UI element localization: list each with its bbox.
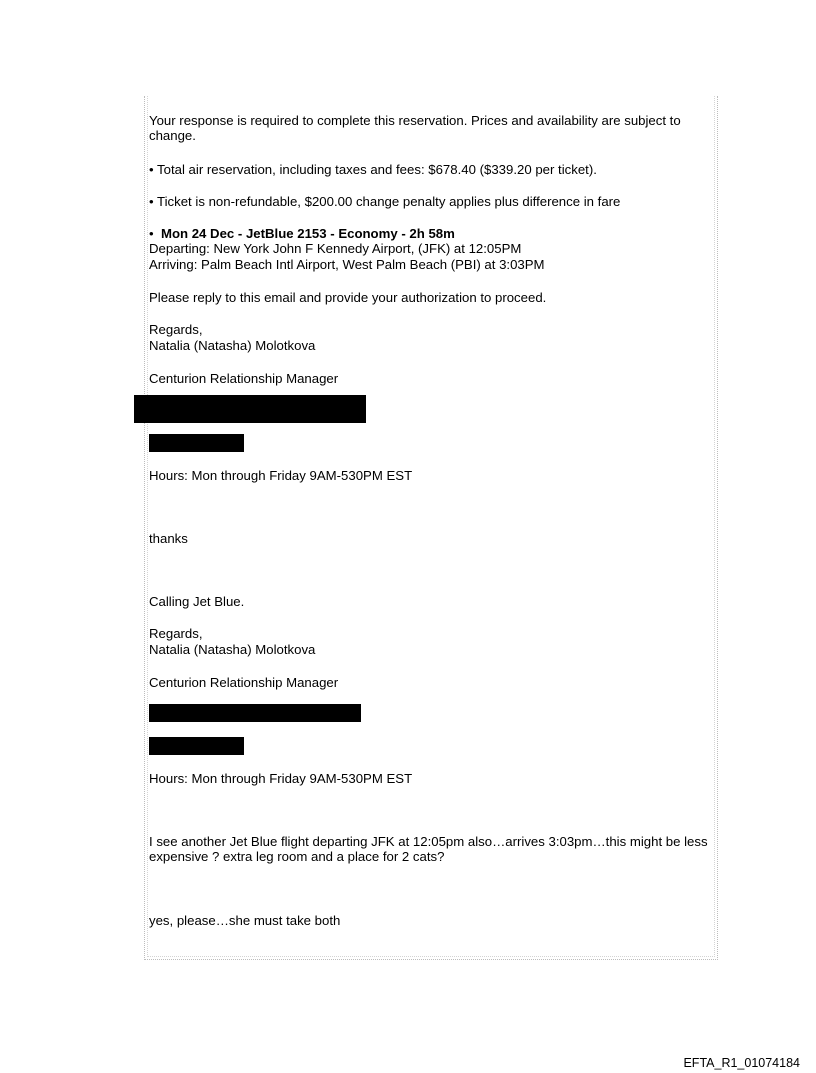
flight-bullet: • bbox=[149, 226, 154, 241]
reply-request: Please reply to this email and provide your authorization to proceed. bbox=[149, 290, 547, 305]
reply-calling: Calling Jet Blue. bbox=[149, 594, 245, 609]
departing-line: Departing: New York John F Kennedy Airport, (JFK) at 12:05PM bbox=[149, 241, 522, 256]
signature2-hours: Hours: Mon through Friday 9AM-530PM EST bbox=[149, 771, 413, 786]
flight-header: Mon 24 Dec - JetBlue 2153 - Economy - 2h 58m bbox=[160, 226, 455, 241]
redaction-block bbox=[149, 434, 244, 452]
redaction-block bbox=[134, 395, 366, 423]
signature1-regards: Regards, bbox=[149, 322, 203, 337]
reply-thanks: thanks bbox=[149, 531, 188, 546]
signature2-name: Natalia (Natasha) Molotkova bbox=[149, 642, 316, 657]
reply-yes: yes, please…she must take both bbox=[149, 913, 341, 928]
signature1-name: Natalia (Natasha) Molotkova bbox=[149, 338, 316, 353]
redaction-block bbox=[149, 704, 361, 722]
price-bullet: • Total air reservation, including taxes and fees: $678.40 ($339.20 per ticket). bbox=[149, 162, 597, 177]
signature1-title: Centurion Relationship Manager bbox=[149, 371, 339, 386]
document-id: EFTA_R1_01074184 bbox=[683, 1056, 800, 1070]
arriving-line: Arriving: Palm Beach Intl Airport, West Palm Beach (PBI) at 3:03PM bbox=[149, 257, 545, 272]
reservation-intro: Your response is required to complete this reservation. Prices and availability are subject to change. bbox=[149, 113, 681, 143]
flight-header-line bbox=[149, 226, 455, 241]
signature1-hours: Hours: Mon through Friday 9AM-530PM EST bbox=[149, 468, 413, 483]
signature2-title: Centurion Relationship Manager bbox=[149, 675, 339, 690]
reply-another-flight: I see another Jet Blue flight departing JFK at 12:05pm also…arrives 3:03pm…this might be less expensive ? extra leg room and a place for 2 cats? bbox=[149, 834, 708, 864]
signature2-regards: Regards, bbox=[149, 626, 203, 641]
redaction-block bbox=[149, 737, 244, 755]
ticket-bullet: • Ticket is non-refundable, $200.00 change penalty applies plus difference in fare bbox=[149, 194, 621, 209]
